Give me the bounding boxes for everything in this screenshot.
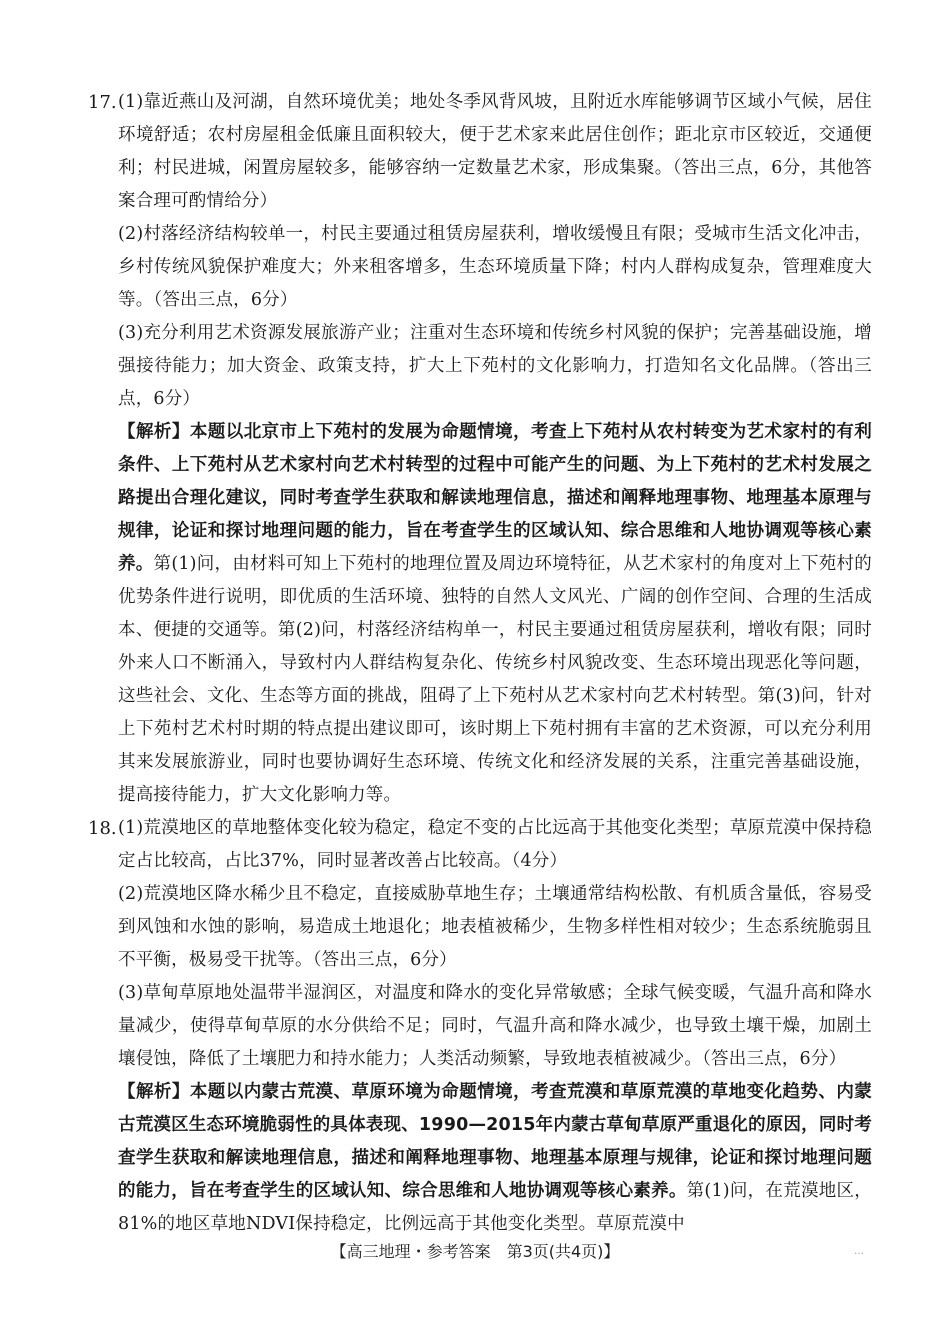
- answer-part-1: (1)荒漠地区的草地整体变化较为稳定，稳定不变的占比远高于其他变化类型；草原荒漠中保持稳定占比较高，占比37%，同时显著改善占比较高。（4分）: [118, 818, 872, 871]
- analysis-summary: 本题以内蒙古荒漠、草原环境为命题情境，考查荒漠和草原荒漠的草地变化趋势、内蒙古荒漠区生态环境脆弱性的具体表现、1990—2015年内蒙古草甸草原严重退化的原因，同时考查学生获取和解读地理信息，描述和阐释地理事物、地理基本原理与规律，论证和探讨地理问题的能力，旨在考查学生的区域认知、综合思维和人地协调观等核心素养。: [118, 1082, 872, 1201]
- analysis-detail: 第(1)问，由材料可知上下苑村的地理位置及周边环境特征，从艺术家村的角度对上下苑村的优势条件进行说明，即优质的生活环境、独特的自然人文风光、广阔的创作空间、合理的生活成本、便捷的交通等。第(2)问，村落经济结构单一，村民主要通过租赁房屋获利，增收有限；同时外来人口不断涌入，导致村内人群结构复杂化、传统乡村风貌改变、生态环境出现恶化等问题，这些社会、文化、生态等方面的挑战，阻碍了上下苑村从艺术家村向艺术村转型。第(3)问，针对上下苑村艺术村时期的特点提出建议即可，该时期上下苑村拥有丰富的艺术资源，可以充分利用其来发展旅游业，同时也要协调好生态环境、传统文化和经济发展的关系，注重完善基础设施，提高接待能力，扩大文化影响力等。: [118, 554, 872, 805]
- analysis-summary: 本题以北京市上下苑村的发展为命题情境，考查上下苑村从农村转变为艺术家村的有利条件、上下苑村从艺术家村向艺术村转型的过程中可能产生的问题、为上下苑村的艺术村发展之路提出合理化建议，同时考查学生获取和解读地理信息，描述和阐释地理事物、地理基本原理与规律，论证和探讨地理问题的能力，旨在考查学生的区域认知、综合思维和人地协调观等核心素养。: [118, 422, 872, 574]
- analysis-block: [118, 416, 872, 812]
- analysis-tag: 【解析】: [118, 422, 190, 442]
- question-number: 17.: [88, 92, 117, 113]
- question-18: [88, 812, 872, 1241]
- page-footer: 【高三地理・参考答案 第3页(共4页)】: [330, 1242, 620, 1261]
- answer-part-2: (2)荒漠地区降水稀少且不稳定，直接威胁草地生存；土壤通常结构松散、有机质含量低，容易受到风蚀和水蚀的影响，易造成土地退化；地表植被稀少，生物多样性相对较少；生态系统脆弱且不平衡，极易受干扰等。（答出三点，6分）: [118, 884, 872, 970]
- analysis-tag: 【解析】: [118, 1082, 190, 1102]
- question-number: 18.: [88, 818, 117, 839]
- question-17: [88, 86, 872, 812]
- corner-mark: …: [854, 1246, 864, 1257]
- question-body: [118, 812, 872, 1241]
- analysis-detail: 第(1)问，在荒漠地区，81%的地区草地NDVI保持稳定，比例远高于其他变化类型。草原荒漠中: [118, 1181, 872, 1234]
- question-body: [118, 86, 872, 812]
- answer-part-2: (2)村落经济结构较单一，村民主要通过租赁房屋获利，增收缓慢且有限；受城市生活文化冲击，乡村传统风貌保护难度大；外来租客增多，生态环境质量下降；村内人群构成复杂，管理难度大等。（答出三点，6分）: [118, 224, 872, 310]
- answer-part-3: (3)草甸草原地处温带半湿润区，对温度和降水的变化异常敏感；全球气候变暖，气温升高和降水量减少，使得草甸草原的水分供给不足；同时，气温升高和降水减少，也导致土壤干燥，加剧土壤侵蚀，降低了土壤肥力和持水能力；人类活动频繁，导致地表植被减少。（答出三点，6分）: [118, 983, 872, 1069]
- answer-part-1: (1)靠近燕山及河湖，自然环境优美；地处冬季风背风坡，且附近水库能够调节区域小气候，居住环境舒适；农村房屋租金低廉且面积较大，便于艺术家来此居住创作；距北京市区较近，交通便利；村民进城，闲置房屋较多，能够容纳一定数量艺术家，形成集聚。（答出三点，6分，其他答案合理可酌情给分）: [118, 92, 872, 211]
- answer-part-3: (3)充分利用艺术资源发展旅游产业；注重对生态环境和传统乡村风貌的保护；完善基础设施，增强接待能力；加大资金、政策支持，扩大上下苑村的文化影响力，打造知名文化品牌。（答出三点，6分）: [118, 323, 872, 409]
- analysis-block: [118, 1076, 872, 1241]
